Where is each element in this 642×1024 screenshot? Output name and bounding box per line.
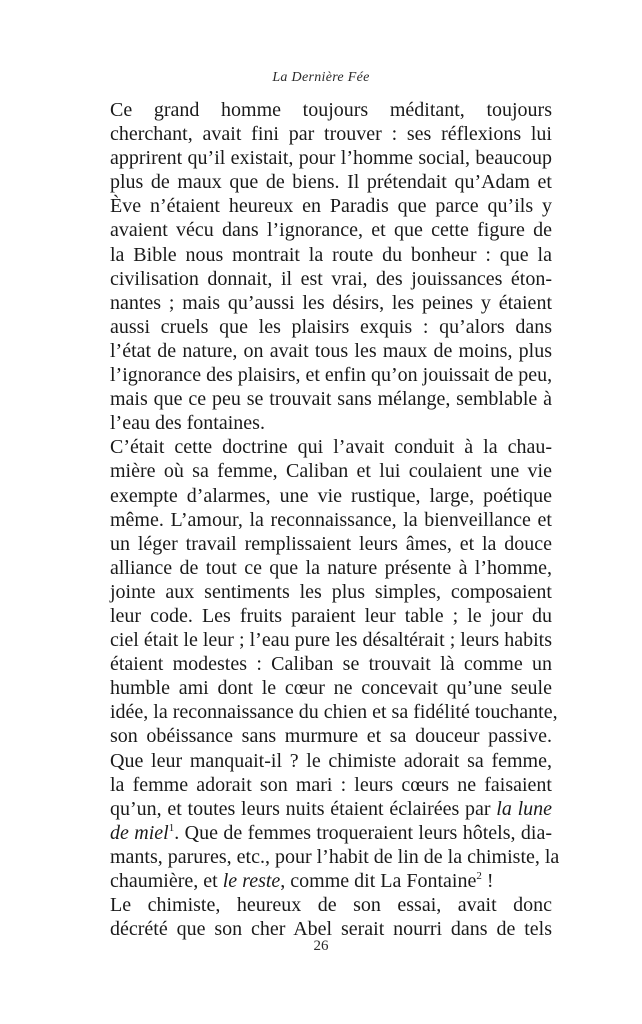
text-line: même. L’amour, la reconnaissance, la bienveillance et — [110, 508, 552, 531]
text-run: ! — [481, 870, 494, 892]
text-line: Ce grand homme toujours méditant, toujours — [110, 99, 552, 121]
text-line: humble ami dont le cœur ne concevait qu’une seule — [110, 677, 552, 700]
text-line: mière où sa femme, Caliban et lui coulaient une vie — [110, 460, 552, 483]
italic-phrase: la lune — [496, 797, 553, 820]
text-line: jointe aux sentiments les plus simples, composaient — [110, 580, 552, 603]
text-line: alliance de tout ce que la nature présente à l’homme, — [110, 556, 552, 579]
text-line: un léger travail remplissaient leurs âmes, et la douce — [110, 532, 552, 555]
text-line: C’était cette doctrine qui l’avait conduit à la chau- — [110, 436, 552, 459]
text-line — [89, 797, 552, 821]
text-line: mants, parures, etc., pour l’habit de lin de la chimiste, la — [110, 845, 560, 868]
text-line: Le chimiste, heureux de son essai, avait donc — [110, 894, 552, 917]
text-line: Ève n’étaient heureux en Paradis que parce qu’ils y — [110, 195, 552, 218]
text-line: son obéissance sans murmure et sa douceur passive. — [110, 725, 552, 748]
text-line: Que leur manquait-il ? le chimiste adorait sa femme, — [110, 749, 552, 772]
paragraph-3 — [89, 893, 552, 941]
text-line: l’ignorance des plaisirs, et enfin qu’on jouissait de peu, — [110, 364, 553, 387]
text-run: , comme dit La Fontaine — [280, 870, 477, 892]
footnote-marker[interactable]: 2 — [476, 870, 482, 882]
paragraph-1 — [89, 98, 552, 435]
text-run: qu’un, et toutes leurs nuits étaient éclairées par — [110, 797, 491, 820]
text-line: apprirent qu’il existait, pour l’homme social, beaucoup — [110, 147, 552, 170]
text-line: étaient modestes : Caliban se trouvait là comme un — [110, 653, 552, 676]
text-line: l’eau des fontaines. — [110, 412, 265, 435]
page-number: 26 — [313, 938, 329, 954]
text-line: ciel était le leur ; l’eau pure les désaltérait ; leurs habits — [110, 629, 552, 652]
text-line: idée, la reconnaissance du chien et sa fidélité touchante, — [110, 701, 558, 724]
footnote-marker[interactable]: 1 — [168, 821, 175, 834]
text-line: exempte d’alarmes, une vie rustique, large, poétique — [110, 484, 552, 507]
italic-phrase: le reste — [222, 870, 281, 892]
text-line: leur code. Les fruits paraient leur table ; le jour du — [110, 604, 552, 627]
text-line: plus de maux que de biens. Il prétendait qu’Adam et — [110, 171, 552, 194]
text-line: la femme adorait son mari : leurs cœurs ne faisaient — [110, 773, 552, 796]
text-line: l’état de nature, on avait tous les maux de moins, plus — [110, 339, 552, 362]
text-line — [89, 821, 552, 845]
text-line: décrété que son cher Abel serait nourri dans de tels — [110, 918, 552, 941]
paragraph-2 — [89, 435, 560, 893]
text-line: mais que ce peu se trouvait sans mélange, semblable à — [110, 388, 552, 411]
text-line: aussi cruels que les plaisirs exquis : qu’alors dans — [110, 315, 552, 338]
running-head: La Dernière Fée — [272, 70, 370, 85]
text-run: . Que de femmes troqueraient leurs hôtels, dia- — [174, 821, 553, 844]
text-line: cherchant, avait fini par trouver : ses réflexions lui — [110, 123, 552, 146]
text-line: nantes ; mais qu’aussi les désirs, les peines y étaient — [110, 291, 552, 314]
body-text — [89, 98, 560, 941]
text-line: civilisation donnait, il est vrai, des jouissances éton- — [110, 267, 552, 290]
text-run: chaumière, et — [110, 870, 218, 892]
text-line: la Bible nous montrait la route du bonheur : que la — [110, 243, 552, 266]
text-line — [89, 869, 552, 893]
italic-phrase: de miel — [110, 821, 169, 844]
text-line: avaient vécu dans l’ignorance, et que cette figure de — [110, 219, 552, 242]
